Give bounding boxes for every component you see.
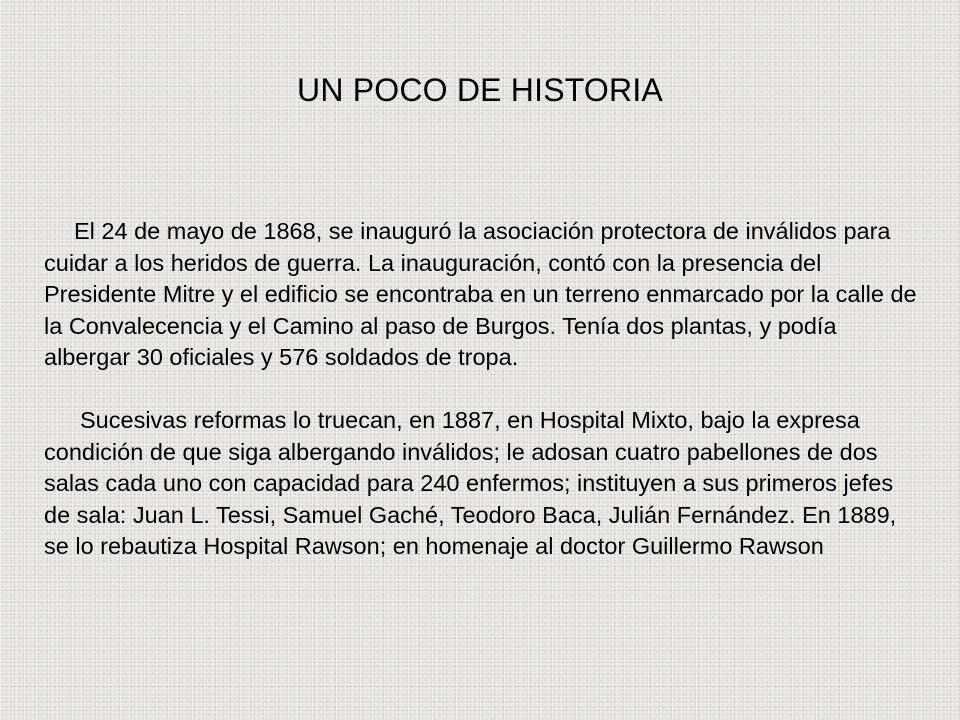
slide-body (44, 216, 924, 563)
paragraph-history-1887: Sucesivas reformas lo truecan, en 1887, en Hospital Mixto, bajo la expresa condición de que siga albergando inválidos; le adosan cuatro pabellones de dos salas cada uno con capacidad para 240 enfermos; instituyen a sus primeros jefes de sala: Juan L. Tessi, Samuel Gaché, Teodoro Baca, Julián Fernández. En 1889, se lo rebautiza Hospital Rawson; en homenaje al doctor Guillermo Rawson (44, 407, 897, 559)
slide-title: UN POCO DE HISTORIA (297, 72, 663, 108)
paragraph-history-1868: El 24 de mayo de 1868, se inauguró la asociación protectora de inválidos para cuidar a los heridos de guerra. La inauguración, contó con la presencia del Presidente Mitre y el edificio se encontraba en un terreno enmarcado por la calle de la Convalecencia y el Camino al paso de Burgos. Tenía dos plantas, y podía albergar 30 oficiales y 576 soldados de tropa. (44, 218, 917, 370)
